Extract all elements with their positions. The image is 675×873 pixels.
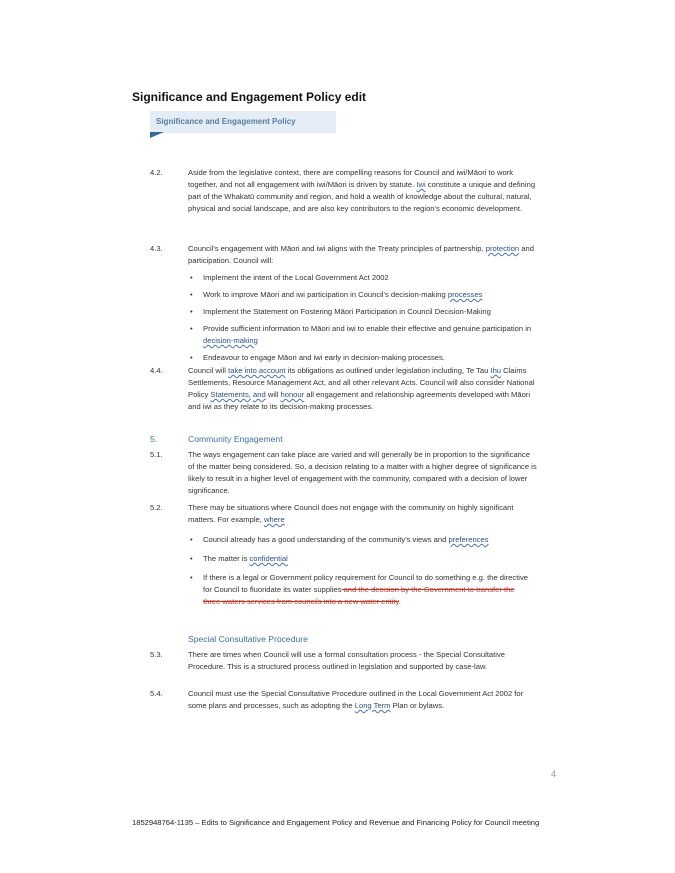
paragraph-4-3: [150, 243, 560, 267]
bullet-list-5-2: [188, 534, 528, 608]
list-item: • Implement the intent of the Local Government Act 2002: [188, 272, 560, 284]
page-number: 4: [551, 769, 557, 779]
paragraph-number: 5.3.: [150, 650, 163, 659]
banner-title: Significance and Engagement Policy: [156, 117, 296, 126]
footer-reference: 1852948764-1135 – Edits to Significance and Engagement Policy and Revenue and Financing Policy for Council meeting: [132, 818, 540, 827]
list-item: • Council already has a good understanding of the community's views and preferences: [188, 534, 528, 546]
section-title: Community Engagement: [188, 434, 283, 444]
tracked-word: where: [263, 515, 285, 524]
bullet-list-4-3: [188, 272, 560, 364]
section-heading-5: [150, 433, 560, 445]
paragraph-text: Aside from the legislative context, there are compelling reasons for Council and iwi/Māori to work together, and not all engagement with iwi/Māori is driven by statute. Iwi constitute a unique and defining part of the Whakatū community and region, and hold a wealth of knowledge about the cultural, natural, physical and social landscape, and are also key contributors to the region's economic development.: [188, 168, 536, 213]
paragraph-text: The ways engagement can take place are varied and will generally be in proportion to the significance of the matter being considered. So, a decision relating to a matter with a higher degree of significance is likely to result in a higher level of engagement with the community, compared with a decision of lower significance.: [188, 450, 537, 495]
tracked-word: confidential: [249, 554, 288, 563]
paragraph-text: There may be situations where Council does not engage with the community on highly significant matters. For example, where: [188, 503, 514, 524]
paragraph-number: 5.2.: [150, 503, 163, 512]
list-item: • If there is a legal or Government policy requirement for Council to do something e.g. the directive for Council to fluoridate its water supplies and the decision by the Government to transfer the three waters services from councils into a new water entity.: [188, 572, 528, 608]
list-item: • Work to improve Māori and iwi participation in Council's decision-making processes: [188, 289, 560, 301]
paragraph-number: 4.2.: [150, 168, 163, 177]
paragraph-text: There are times when Council will use a formal consultation process - the Special Consultative Procedure. This is a structured process outlined in legislation and supported by case-law.: [188, 650, 505, 671]
paragraph-number: 4.3.: [150, 244, 163, 253]
subsection-heading: Special Consultative Procedure: [188, 634, 308, 644]
paragraph-number: 5.4.: [150, 689, 163, 698]
document-banner: [150, 111, 336, 133]
tracked-word: and: [253, 390, 266, 399]
paragraph-5-3: [150, 649, 560, 673]
tracked-word: Long Term: [354, 701, 391, 710]
tracked-word: protection: [485, 244, 520, 253]
tracked-word: take into account: [228, 366, 286, 375]
paragraph-5-4: [150, 688, 560, 712]
paragraph-4-4: [150, 365, 560, 413]
paragraph-text: Council's engagement with Māori and iwi aligns with the Treaty principles of partnership, protection and participation. Council will:: [188, 244, 534, 265]
list-item: • The matter is confidential: [188, 553, 528, 565]
tracked-word: processes: [447, 290, 483, 299]
banner-accent-tab: [150, 132, 164, 138]
page-title: Significance and Engagement Policy edit: [132, 90, 367, 104]
paragraph-5-2: [150, 502, 560, 526]
paragraph-text: Council will take into account its obligations as outlined under legislation including, Te Tau Ihu Claims Settlements, Resource Management Act, and all other relevant Acts. Council will also consider National Policy Statements, and will honour all engagement and relationship agreements developed with Māori and iwi as they relate to its decision-making processes.: [188, 366, 535, 411]
list-item: • Endeavour to engage Māori and iwi early in decision-making processes.: [188, 352, 560, 364]
paragraph-text: Council must use the Special Consultative Procedure outlined in the Local Government Act 2002 for some plans and processes, such as adopting the Long Term Plan or bylaws.: [188, 689, 524, 710]
paragraph-number: 5.1.: [150, 450, 163, 459]
list-item: • Provide sufficient information to Māori and iwi to enable their effective and genuine participation in decision-making: [188, 323, 560, 347]
list-item: • Implement the Statement on Fostering Māori Participation in Council Decision-Making: [188, 306, 560, 318]
tracked-word: decision-making: [203, 336, 258, 345]
tracked-word: Iwi: [416, 180, 426, 189]
section-number: 5.: [150, 434, 158, 444]
tracked-word: honour: [280, 390, 305, 399]
tracked-word: preferences: [448, 535, 489, 544]
tracked-word: Statements,: [210, 390, 251, 399]
paragraph-number: 4.4.: [150, 366, 163, 375]
paragraph-4-2: [150, 167, 560, 215]
paragraph-5-1: [150, 449, 560, 497]
deleted-text: and the decision by the Government to transfer the three waters services from councils into a new water entity: [203, 585, 515, 606]
tracked-word: Ihu: [490, 366, 502, 375]
